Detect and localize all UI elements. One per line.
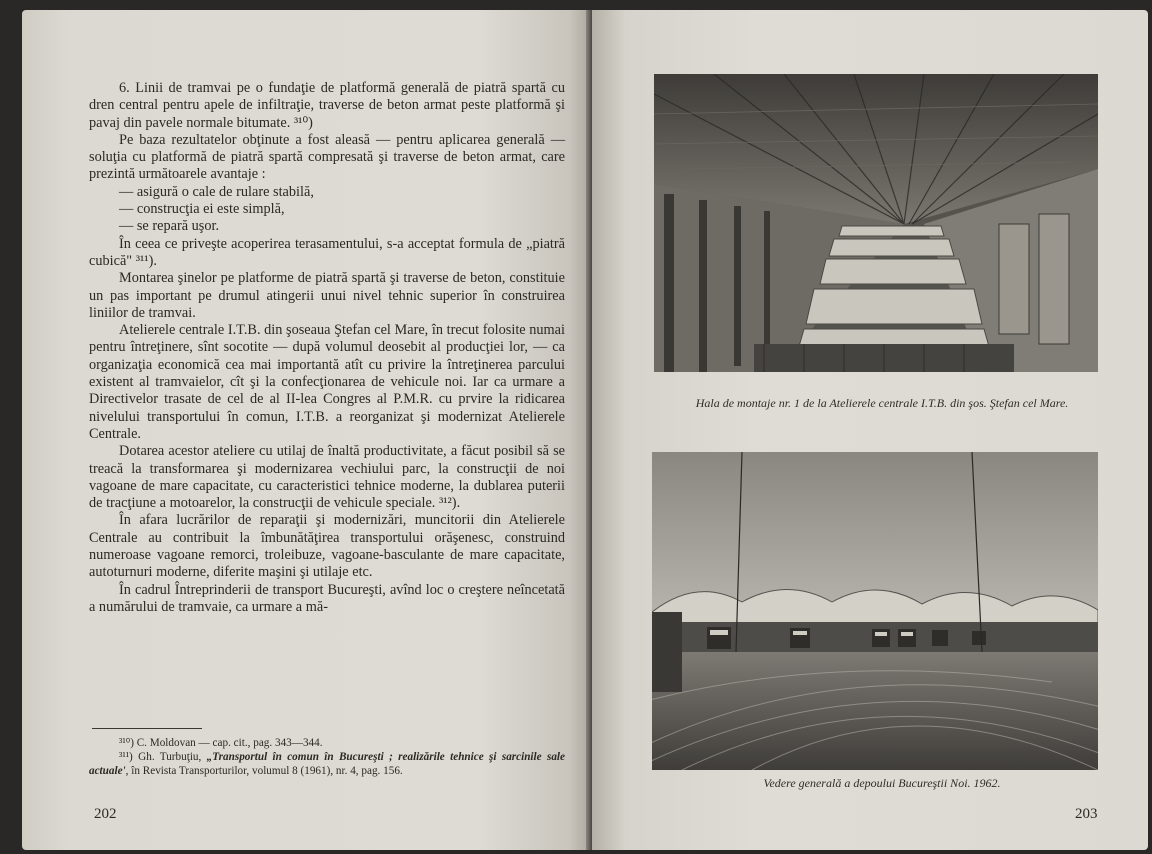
footnotes [89,736,565,778]
photo-caption-2: Vedere generală a depoului Bucureştii Noi. 1962. [763,776,1001,790]
footnote [89,750,565,778]
list-item: — construcţia ei este simplă, [119,201,285,218]
paragraph: Montarea şinelor pe platforme de piatră spartă şi traverse de beton, constituie un pas important pe drumul atingerii unui nivel tehnic superior în construirea liniilor de tramvai. [89,270,565,321]
depot-image [652,452,1098,770]
paragraph: 6. Linii de tramvai pe o fundaţie de platformă generală de piatră spartă cu dren central pentru apele de infiltraţie, traverse de beton armat peste platformă şi pavaj din pavele normale bitumate. ³¹⁰) [89,80,565,131]
right-page [592,10,1148,850]
footnote-source: , în Revista Transporturilor, volumul 8 (1961), nr. 4, pag. 156. [125,765,403,777]
page-number-right: 203 [1075,806,1098,822]
footnote: ³¹⁰) C. Moldovan — cap. cit., pag. 343—344. [119,737,323,749]
page-number-left: 202 [94,806,117,822]
photo-depot [652,452,1098,770]
photo-caption-1: Hala de montaje nr. 1 de la Atelierele centrale I.T.B. din şos. Ştefan cel Mare. [695,396,1069,410]
assembly-hall-image [654,74,1098,372]
footnote-author: ³¹¹) Gh. Turbuţiu, [119,751,207,763]
paragraph: Atelierele centrale I.T.B. din şoseaua Ştefan cel Mare, în trecut folosite numai pentru întreţinere, sînt socotite — după volumul deosebit al producţiei lor, — ca organizaţia economică cea mai importantă atît cu privire la întreţinerea parcului existent al tramvaielor, cît şi la confecţionarea de vehicule noi. Iar ca urmare a Directivelor trasate de cel de al II-lea Congres al P.M.R. cu prvire la ridicarea nivelului transportului în comun, I.T.B. a reorganizat şi modernizat Atelierele Centrale. [89,322,565,442]
list-item: — se repară uşor. [119,218,220,235]
list-item: — asigură o cale de rulare stabilă, [119,183,314,200]
paragraph: În ceea ce priveşte acoperirea terasamentului, s-a acceptat formula de „piatră cubică" ³¹¹). [89,235,565,269]
paragraph: Dotarea acestor ateliere cu utilaj de înaltă productivitate, a făcut posibil să se treacă la transformarea şi modernizarea vechiului parc, la construcţii de noi vagoane de mare capacitate, cu caracteristici tehnice moderne, la dublarea puterii de tracţiune a motoarelor, la construcţii de vehicule speciale. ³¹²). [89,443,565,512]
photo-assembly-hall [654,74,1098,372]
footnote-title: „Transportul în comun în Bucureşti ; realizările tehnice şi sarcinile sale actuale' [89,751,565,777]
paragraph: În afara lucrărilor de reparaţii şi modernizări, muncitorii din Atelierele Centrale au contribuit la îmbunătăţirea transportului orăşenesc, construind numeroase vagoane remorci, troleibuze, vagoane-basculante de mare capacitate, autoturnuri moderne, diferite maşini şi utilaje etc. [89,512,565,581]
paragraph: În cadrul Întreprinderii de transport Bucureşti, avînd loc o creştere neîncetată a numărului de tramvaie, ca urmare a mă- [89,581,565,615]
paragraph: Pe baza rezultatelor obţinute a fost aleasă — pentru aplicarea generală — soluţia cu platformă de piatră spartă compresată şi traverse de beton armat, care prezintă următoarele avantaje : [89,131,565,183]
left-page [22,10,592,850]
footnote-divider [92,728,202,729]
body-text [89,80,565,616]
